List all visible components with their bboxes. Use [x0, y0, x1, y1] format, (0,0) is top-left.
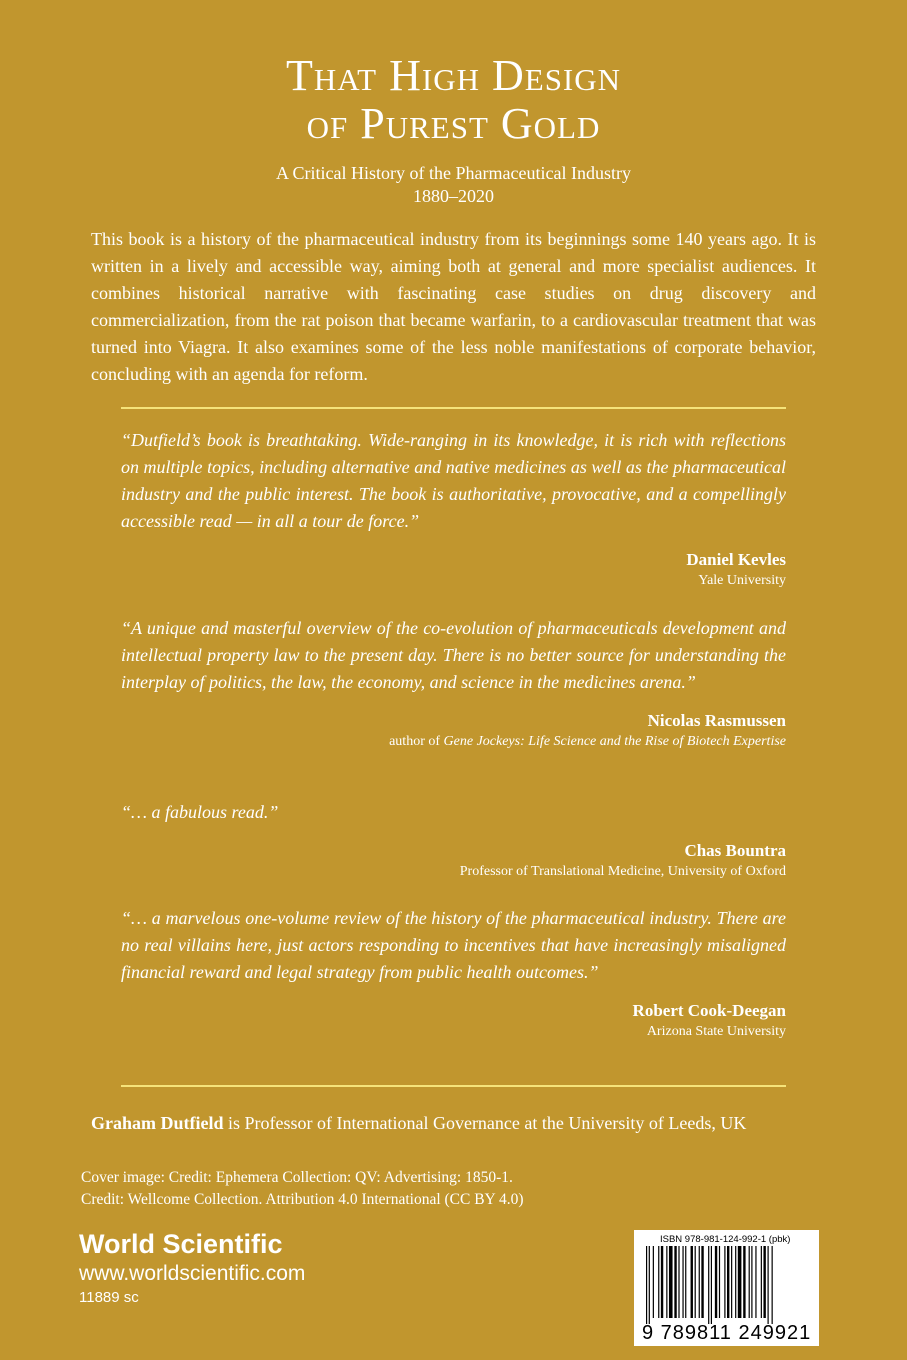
- credit-line-2: Credit: Wellcome Collection. Attribution 4.0 International (CC BY 4.0): [81, 1191, 524, 1208]
- publisher-code: 11889 sc: [79, 1289, 139, 1306]
- barcode-bar: [653, 1246, 654, 1318]
- quote-author: Nicolas Rasmussen: [647, 711, 786, 730]
- title-block: [0, 52, 907, 208]
- book-blurb: This book is a history of the pharmaceutical industry from its beginnings some 140 years ago. It is written in a lively and accessible way, aiming both at general and more specialist audiences. It combines historical narrative with fascinating case studies on drug discovery and commercialization, from the rat poison that became warfarin, to a cardiovascular treatment that was turned into Viagra. It also examines some of the less noble manifestations of corporate behavior, concluding with an agenda for reform.: [91, 229, 816, 384]
- barcode-bar: [695, 1246, 696, 1318]
- subtitle: A Critical History of the Pharmaceutical Industry: [276, 163, 631, 183]
- barcode-bar: [763, 1246, 765, 1318]
- barcode-bar: [691, 1246, 693, 1318]
- title-line-2: of Purest Gold: [306, 99, 601, 148]
- quote-1: [121, 427, 786, 591]
- quote-text: “A unique and masterful overview of the co-evolution of pharmaceuticals development and intellectual property law to the present day. There is no better source for understanding the interplay of politics, the law, the economy, and science in the medicines arena.”: [121, 618, 786, 692]
- barcode-bar: [743, 1246, 745, 1318]
- publisher-url: www.worldscientific.com: [79, 1262, 306, 1285]
- quote-text: “Dutfield’s book is breathtaking. Wide-ranging in its knowledge, it is rich with reflections on multiple topics, including alternative and native medicines as well as the pharmaceutical industry and the public interest. The book is authoritative, provocative, and a compellingly accessible read — in all a tour de force.”: [121, 430, 786, 531]
- years: 1880–2020: [413, 186, 494, 206]
- barcode-bar: [646, 1246, 647, 1324]
- barcode-bar: [749, 1246, 750, 1318]
- barcode-bar: [711, 1246, 712, 1324]
- quote-affiliation: Arizona State University: [646, 1024, 786, 1039]
- barcode-bar: [719, 1246, 720, 1318]
- quote-author: Daniel Kevles: [686, 550, 786, 569]
- barcode-digits: 9 789811 249921: [642, 1322, 812, 1344]
- barcode-bar: [727, 1246, 729, 1318]
- barcode-panel: [634, 1230, 819, 1346]
- barcode-bar: [658, 1246, 659, 1318]
- subtitle-block: [0, 162, 907, 208]
- quote-affiliation: Professor of Translational Medicine, University of Oxford: [459, 864, 786, 879]
- affiliation-book-title: Gene Jockeys: Life Science and the Rise of Biotech Expertise: [443, 734, 786, 749]
- barcode-bar: [701, 1246, 703, 1318]
- barcode-icon: [644, 1246, 809, 1324]
- barcode-bar: [669, 1246, 673, 1318]
- author-bio-text: is Professor of International Governance at the University of Leeds, UK: [223, 1113, 747, 1133]
- barcode-bar: [661, 1246, 663, 1318]
- quote-affiliation: [121, 732, 786, 752]
- barcode-bar: [649, 1246, 650, 1324]
- barcode-bar: [708, 1246, 709, 1324]
- image-credits: [81, 1167, 524, 1211]
- credit-line-1: Cover image: Credit: Ephemera Collection: QV: Advertising: 1850-1.: [81, 1169, 513, 1186]
- barcode-bar: [761, 1246, 762, 1318]
- barcode-bar: [699, 1246, 700, 1318]
- barcode-bar: [678, 1246, 679, 1318]
- barcode-bar: [715, 1246, 717, 1318]
- publisher-logo: World Scientific: [79, 1229, 283, 1259]
- barcode-bar: [731, 1246, 732, 1318]
- quote-affiliation: Yale University: [698, 573, 786, 588]
- barcode-bar: [724, 1246, 725, 1318]
- barcode-bar: [768, 1246, 769, 1324]
- barcode-bar: [685, 1246, 686, 1318]
- title-line-1: That High Design: [285, 51, 622, 100]
- quote-3: [121, 799, 786, 882]
- quote-author: Chas Bountra: [684, 841, 786, 860]
- author-name: Graham Dutfield: [91, 1113, 224, 1133]
- isbn-label: ISBN 978-981-124-992-1 (pbk): [660, 1234, 791, 1245]
- barcode-bar: [674, 1246, 676, 1318]
- quote-text: “… a marvelous one-volume review of the history of the pharmaceutical industry. There are no real villains here, just actors responding to incentives that have increasingly misaligned financial reward and legal strategy from public health outcomes.”: [121, 908, 786, 982]
- barcode-bar: [666, 1246, 667, 1318]
- book-title: [0, 52, 907, 148]
- barcode-bar: [735, 1246, 736, 1318]
- barcode-bar: [682, 1246, 683, 1318]
- barcode-bar: [755, 1246, 756, 1318]
- quote-author: Robert Cook-Deegan: [632, 1001, 786, 1020]
- author-bio: [91, 1111, 816, 1135]
- top-divider: [121, 407, 786, 409]
- quote-2: [121, 615, 786, 752]
- quote-text: “… a fabulous read.”: [121, 802, 279, 822]
- quote-4: [121, 905, 786, 1042]
- publisher-block: [79, 1227, 305, 1309]
- bottom-divider: [121, 1085, 786, 1087]
- barcode-bar: [772, 1246, 773, 1324]
- affiliation-prefix: author of: [389, 734, 444, 749]
- barcode-bar: [751, 1246, 752, 1318]
- barcode-bar: [738, 1246, 742, 1318]
